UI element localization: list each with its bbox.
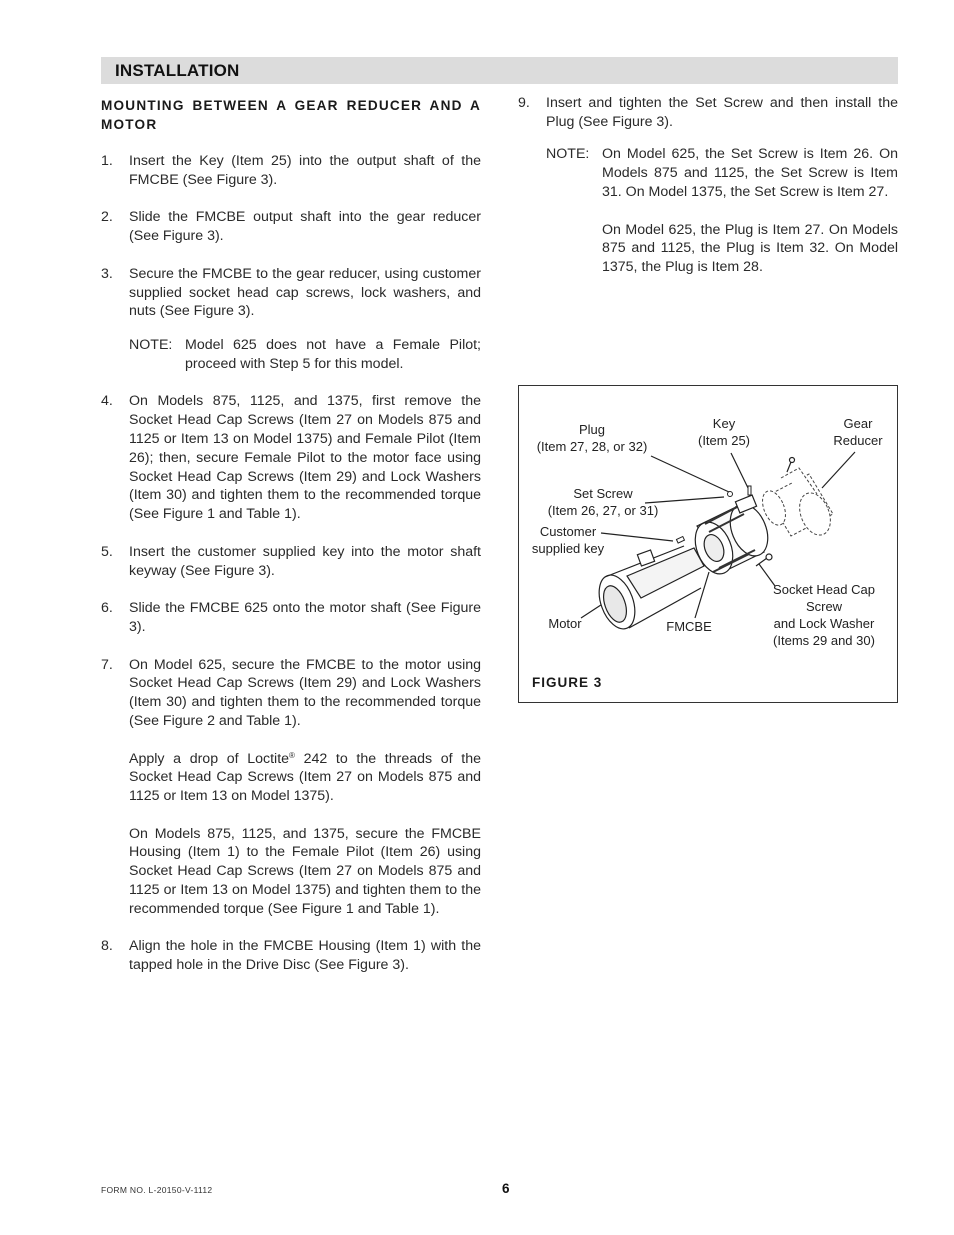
figure-3 [518, 385, 898, 703]
label-fmcbe: FMCBE [666, 619, 712, 634]
step-number: 5. [101, 543, 113, 560]
step-text: On Models 875, 1125, and 1375, secure the FMCBE Housing (Item 1) to the Female Pilot (Item 26) using Socket Head Cap Screws (Item 27 on Models 875 and 1125 or Item 13 on Model 1375) and tighten them to the recommended torque (See Figure 1 and Table 1). [129, 825, 481, 917]
label-plug-items: (Item 27, 28, or 32) [536, 439, 648, 454]
right-column [518, 94, 898, 296]
step-text: Slide the FMCBE 625 onto the motor shaft (See Figure 3). [129, 600, 481, 635]
label-shcs-1: Socket Head Cap [773, 582, 875, 597]
customer-key-drawing [676, 536, 684, 543]
figure-caption: FIGURE 3 [532, 675, 603, 690]
note-text: Model 625 does not have a Female Pilot; proceed with Step 5 for this model. [185, 336, 481, 372]
step-number: 9. [518, 95, 530, 111]
step-number: 2. [101, 209, 113, 226]
section-header-bar [101, 57, 898, 84]
label-customer-key [525, 523, 611, 557]
step-text: Insert the Key (Item 25) into the output shaft of the FMCBE (See Figure 3). [129, 153, 481, 188]
step-number: 8. [101, 938, 113, 955]
step-text: Slide the FMCBE output shaft into the gear reducer (See Figure 3). [129, 209, 481, 245]
label-socket-screw [765, 581, 883, 649]
step-text-loctite [129, 750, 481, 806]
label-motor: Motor [548, 616, 582, 631]
left-column [101, 96, 481, 994]
step-text: Align the hole in the FMCBE Housing (Item 1) with the tapped hole in the Drive Disc (See Figure 3). [129, 938, 481, 974]
label-custkey-sub: supplied key [531, 541, 605, 556]
key-drawing [748, 486, 751, 495]
step-6 [101, 599, 481, 637]
page-number: 6 [502, 1181, 510, 1196]
set-screw-drawing [728, 492, 733, 497]
step-text: Secure the FMCBE to the gear reducer, using customer supplied socket head cap screws, lock washers, and nuts (See Figure 3). [129, 265, 481, 320]
step-8 [101, 937, 481, 975]
note-label: NOTE: [546, 146, 590, 163]
note-text: On Model 625, the Plug is Item 27. On Models 875 and 1125, the Plug is Item 32. On Model 1375, the Plug is Item 28. [602, 221, 898, 276]
step-number: 6. [101, 600, 113, 617]
label-shcs-3: and Lock Washer [773, 616, 875, 631]
step-text: On Model 625, secure the FMCBE to the motor using Socket Head Cap Screws (Item 29) and Lock Washers (Item 30) and tighten them to the recommended torque (See Figure 2 and Table 1). [129, 656, 481, 729]
step-number: 7. [101, 656, 113, 673]
step-9 [518, 94, 898, 277]
gear-reducer-drawing [758, 468, 836, 540]
label-shcs-4: (Items 29 and 30) [773, 633, 875, 648]
step-9-note [546, 145, 898, 277]
leader-fmcbe [695, 572, 709, 618]
form-number: FORM NO. L-20150-V-1112 [101, 1185, 213, 1195]
label-gear-reducer [825, 415, 891, 449]
step-7 [101, 656, 481, 919]
step-4 [101, 392, 481, 524]
label-gear-sub: Reducer [833, 433, 883, 448]
label-setscrew-items: (Item 26, 27, or 31) [547, 503, 659, 518]
leader-key [731, 453, 749, 490]
step-number: 3. [101, 265, 113, 282]
note-text: On Model 625, the Set Screw is Item 26. On Models 875 and 1125, the Set Screw is Item 31. On Model 1375, the Set Screw is Item 27. [602, 146, 898, 200]
label-setscrew-title: Set Screw [573, 486, 633, 501]
step-text: Insert and tighten the Set Screw and then install the Plug (See Figure 3). [546, 95, 898, 130]
step-3-note [129, 336, 481, 374]
label-plug [535, 421, 649, 455]
label-set-screw [543, 485, 663, 519]
subheading: MOUNTING BETWEEN A GEAR REDUCER AND A MOTOR [101, 98, 481, 132]
step-text: Insert the customer supplied key into the motor shaft keyway (See Figure 3). [129, 543, 481, 579]
label-custkey-title: Customer [539, 524, 597, 539]
step-5 [101, 543, 481, 581]
step-3 [101, 265, 481, 374]
step-number: 1. [101, 153, 113, 169]
note-label: NOTE: [129, 336, 173, 353]
loctite-rest: 242 to the threads of the Socket Head Cap Screws (Item 27 on Models 875 and 1125 or Item 13 on Model 1375). [129, 750, 481, 805]
step-text: On Models 875, 1125, and 1375, first remove the Socket Head Cap Screws (Item 27 on Models 875 and 1125 or Item 13 on Model 1375) and Female Pilot (Item 26); then, secure Female Pilot to the motor face using Socket Head Cap Screws (Item 29) and Lock Washers (Item 30) and tighten them to the recommended torque (See Figure 1 and Table 1). [129, 393, 481, 523]
label-key-title: Key [712, 416, 736, 431]
step-1 [101, 152, 481, 190]
leader-gear-reducer [822, 452, 855, 488]
label-key-item: (Item 25) [697, 433, 750, 448]
leader-customer-key [601, 533, 673, 541]
step-2 [101, 208, 481, 246]
registered-mark: ® [289, 750, 295, 760]
section-title: INSTALLATION [115, 61, 240, 80]
label-shcs-2: Screw [805, 599, 843, 614]
label-key [689, 415, 759, 449]
step-number: 4. [101, 393, 113, 410]
label-plug-title: Plug [578, 422, 606, 437]
loctite-start: Apply a drop of Loctite [129, 750, 290, 767]
label-gear-title: Gear [843, 416, 873, 431]
